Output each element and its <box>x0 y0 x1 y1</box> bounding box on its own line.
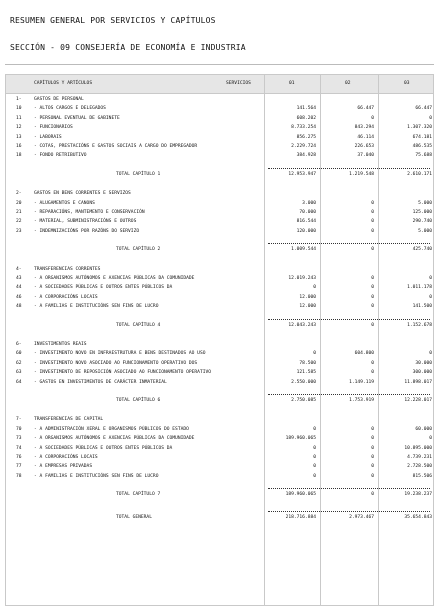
value-col-03: 12.228.017 <box>404 398 432 403</box>
value-col-01: 1.009.544 <box>291 247 316 253</box>
row-code: 60 <box>16 351 22 357</box>
total-separator <box>268 488 430 489</box>
row-label: - INVESTIMENTO NOVO EN INFRAESTRUTURA E BENS DESTINADOS AO USO <box>34 351 206 357</box>
row-code: 44 <box>16 285 22 291</box>
chapter-heading: INVESTIMENTOS REAIS <box>34 342 87 347</box>
value-col-02: 0 <box>371 219 374 225</box>
row-code: 63 <box>16 370 22 376</box>
row-label: - A ORGANISMOS AUTÓNOMOS E AXENCIAS PÚBLICAS DA COMUNIDADE <box>34 276 195 281</box>
value-col-03: 425.740 <box>412 247 432 253</box>
value-col-01: 189.960.065 <box>285 492 316 498</box>
row-label: - INVESTIMENTO NOVO ASOCIADO AO FUNCIONAMENTO OPERATIVO DOS <box>34 360 198 366</box>
value-col-03: 30.000 <box>415 360 432 366</box>
value-col-03: 19.238.237 <box>404 492 432 498</box>
value-col-02: 0 <box>371 304 374 310</box>
value-col-02: 843.294 <box>354 125 374 131</box>
value-col-03: 2.728.500 <box>407 464 432 470</box>
value-col-03: 11.898.017 <box>404 379 432 385</box>
header-services: SERVICIOS <box>226 81 251 86</box>
row-label: - A CORPORACIÓNS LOCAIS <box>34 455 98 460</box>
row-label: - MATERIAL, SUBMINISTRACIÓNS E OUTROS <box>34 219 137 225</box>
value-col-03: 2.610.171 <box>407 171 432 177</box>
value-col-03: 486.535 <box>412 144 432 149</box>
row-code: 4- <box>16 266 22 272</box>
row-label: - A ORGANISMOS AUTÓNOMOS E AXENCIAS PÚBLICAS DA COMUNIDADE <box>34 436 195 442</box>
row-code: 13 <box>16 134 22 140</box>
section-title: SECCIÓN - 09 CONSEJERÍA DE ECONOMÍA E INDUSTRIA <box>10 43 246 52</box>
row-code: 22 <box>16 219 22 225</box>
value-col-03: 815.506 <box>412 473 432 479</box>
row-code: 6- <box>16 342 22 347</box>
value-col-03: 300.000 <box>412 370 432 376</box>
value-col-03: 1.011.178 <box>407 285 432 291</box>
value-col-01: 12.953.947 <box>288 171 316 177</box>
row-label: - GASTOS EN INVESTIMENTOS DE CARÁCTER INMATERIAL <box>34 379 167 385</box>
value-col-02: 0 <box>371 426 374 432</box>
value-col-03: 4.739.231 <box>407 455 432 460</box>
header-col-01: 01 <box>289 81 295 86</box>
value-col-02: 1.753.919 <box>349 398 374 403</box>
chapter-heading: GASTOS DE PERSONAL <box>34 97 84 102</box>
row-code: 18 <box>16 153 22 159</box>
value-col-02: 0 <box>371 200 374 206</box>
value-col-01: 12.000 <box>299 304 316 310</box>
value-col-02: 1.149.119 <box>349 379 374 385</box>
value-col-03: 0 <box>429 276 432 281</box>
value-col-01: 0 <box>313 426 316 432</box>
value-col-03: 290.740 <box>412 219 432 225</box>
total-separator <box>268 394 430 395</box>
value-col-01: 0 <box>313 285 316 291</box>
value-col-02: 0 <box>371 370 374 376</box>
row-label: - INDEMNIZACIÓNS POR RAZÓNS DO SERVIZO <box>34 228 140 234</box>
value-col-01: 12.043.243 <box>288 322 316 328</box>
value-col-03: 0 <box>429 294 432 300</box>
value-col-03: 125.000 <box>412 210 432 215</box>
value-col-01: 121.585 <box>296 370 316 376</box>
row-code: 7- <box>16 417 22 423</box>
value-col-01: 816.544 <box>296 219 316 225</box>
row-code: 21 <box>16 210 22 215</box>
value-col-02: 0 <box>371 247 374 253</box>
row-code: 43 <box>16 276 22 281</box>
row-label: - A FAMILIAS E INSTITUCIÓNS SEN FINS DE LUCRO <box>34 304 159 310</box>
value-col-03: 0 <box>429 115 432 121</box>
value-col-03: 1.152.678 <box>407 322 432 328</box>
value-col-03: 66.447 <box>415 106 432 112</box>
row-code: 78 <box>16 473 22 479</box>
value-col-01: 0 <box>313 445 316 451</box>
value-col-02: 0 <box>371 360 374 366</box>
row-code: 73 <box>16 436 22 442</box>
value-col-02: 2.973.467 <box>349 514 374 520</box>
chapter-heading: GASTOS EN BENS CORRENTES E SERVIZOS <box>34 191 131 197</box>
row-code: 1- <box>16 97 22 102</box>
row-code: 11 <box>16 115 22 121</box>
value-col-03: 60.000 <box>415 426 432 432</box>
title-divider <box>5 64 434 65</box>
value-col-02: 604.800 <box>354 351 374 357</box>
row-code: 12 <box>16 125 22 131</box>
value-col-02: 46.114 <box>357 134 374 140</box>
row-code: 48 <box>16 304 22 310</box>
row-label: - A SOCIEDADES PÚBLICAS E OUTROS ENTES PÚBLICOS DA <box>34 445 173 451</box>
value-col-02: 0 <box>371 228 374 234</box>
row-label: - A ADMINISTRACIÓN XERAL E ORGANISMOS PÚBLICOS DO ESTADO <box>34 426 189 432</box>
total-label: TOTAL GENERAL <box>116 514 152 520</box>
header-col-03: 03 <box>404 81 410 86</box>
value-col-02: 0 <box>371 473 374 479</box>
total-label: TOTAL CAPÍTULO 1 <box>116 171 161 177</box>
value-col-02: 66.447 <box>357 106 374 112</box>
value-col-02: 0 <box>371 464 374 470</box>
row-code: 77 <box>16 464 22 470</box>
row-label: - COTAS, PRESTACIÓNS E GASTOS SOCIAIS A CARGO DO EMPREGADOR <box>34 144 198 149</box>
value-col-02: 0 <box>371 210 374 215</box>
value-col-03: 0 <box>429 351 432 357</box>
value-col-01: 0 <box>313 473 316 479</box>
row-label: - REPARACIÓNS, MANTEMENTO E CONSERVACIÓN <box>34 210 145 215</box>
value-col-01: 384.928 <box>296 153 316 159</box>
row-code: 2- <box>16 191 22 197</box>
header-concept: CAPÍTULOS Y ARTÍCULOS <box>34 81 93 86</box>
row-label: - FONDO RETRIBUTIVO <box>34 153 87 159</box>
total-label: TOTAL CAPÍTULO 2 <box>116 247 161 253</box>
row-code: 76 <box>16 455 22 460</box>
value-col-01: 0 <box>313 455 316 460</box>
value-col-01: 120.000 <box>296 228 316 234</box>
row-label: - INVESTIMENTO DE REPOSICIÓN ASOCIADO AO FUNCIONAMENTO OPERATIVO <box>34 370 212 376</box>
row-label: - A CORPORACIÓNS LOCAIS <box>34 294 98 300</box>
row-code: 74 <box>16 445 22 451</box>
value-col-01: 189.960.065 <box>285 436 316 442</box>
value-col-02: 0 <box>371 492 374 498</box>
value-col-02: 0 <box>371 115 374 121</box>
value-col-01: 608.202 <box>296 115 316 121</box>
row-label: - ALUGAMENTOS E CANONS <box>34 200 95 206</box>
row-code: 62 <box>16 360 22 366</box>
value-col-03: 0 <box>429 436 432 442</box>
value-col-01: 70.000 <box>299 210 316 215</box>
row-code: 20 <box>16 200 22 206</box>
value-col-01: 856.275 <box>296 134 316 140</box>
row-code: 10 <box>16 106 22 112</box>
value-col-01: 2.550.000 <box>291 379 316 385</box>
value-col-02: 0 <box>371 436 374 442</box>
value-col-01: 3.000 <box>302 200 316 206</box>
row-code: 16 <box>16 144 22 149</box>
total-label: TOTAL CAPÍTULO 6 <box>116 398 161 403</box>
value-col-03: 1.307.320 <box>407 125 432 131</box>
value-col-02: 1.219.548 <box>349 171 374 177</box>
value-col-03: 75.688 <box>415 153 432 159</box>
header-col-02: 02 <box>345 81 351 86</box>
row-label: - PERSONAL EVENTUAL DE GABINETE <box>34 115 120 121</box>
total-label: TOTAL CAPÍTULO 7 <box>116 492 161 498</box>
value-col-01: 2.750.085 <box>291 398 316 403</box>
row-code: 64 <box>16 379 22 385</box>
value-col-01: 141.564 <box>296 106 316 112</box>
value-col-01: 12.019.243 <box>288 276 316 281</box>
total-label: TOTAL CAPÍTULO 4 <box>116 322 161 328</box>
total-separator <box>268 319 430 320</box>
value-col-01: 78.500 <box>299 360 316 366</box>
value-col-03: 674.181 <box>412 134 432 140</box>
value-col-02: 0 <box>371 285 374 291</box>
table-header <box>6 75 433 94</box>
row-label: - A FAMILIAS E INSTITUCIÓNS SEN FINS DE LUCRO <box>34 473 159 479</box>
row-label: - A SOCIEDADES PÚBLICAS E OUTROS ENTES PÚBLICOS DA <box>34 285 173 291</box>
row-code: 70 <box>16 426 22 432</box>
value-col-01: 0 <box>313 464 316 470</box>
value-col-01: 12.000 <box>299 294 316 300</box>
report-title: RESUMEN GENERAL POR SERVICIOS Y CAPÍTULOS <box>10 16 216 25</box>
value-col-01: 218.716.884 <box>285 514 316 520</box>
value-col-02: 0 <box>371 322 374 328</box>
value-col-03: 35.654.843 <box>404 514 432 520</box>
value-col-01: 8.733.254 <box>291 125 316 131</box>
value-col-02: 0 <box>371 455 374 460</box>
chapter-heading: TRANSFERENCIAS CORRENTES <box>34 266 101 272</box>
value-col-02: 226.653 <box>354 144 374 149</box>
value-col-03: 141.500 <box>412 304 432 310</box>
row-label: - ALTOS CARGOS E DELEGADOS <box>34 106 106 112</box>
column-divider <box>320 75 321 605</box>
value-col-03: 5.000 <box>418 200 432 206</box>
row-label: - A EMPRESAS PRIVADAS <box>34 464 93 470</box>
value-col-02: 0 <box>371 445 374 451</box>
value-col-03: 5.000 <box>418 228 432 234</box>
value-col-02: 0 <box>371 276 374 281</box>
row-label: - FUNCIONARIOS <box>34 125 73 131</box>
row-code: 23 <box>16 228 22 234</box>
value-col-01: 2.229.724 <box>291 144 316 149</box>
total-separator <box>268 511 430 512</box>
value-col-03: 10.895.000 <box>404 445 432 451</box>
total-separator <box>268 168 430 169</box>
chapter-heading: TRANSFERENCIAS DE CAPITAL <box>34 417 104 423</box>
value-col-02: 0 <box>371 294 374 300</box>
value-col-01: 0 <box>313 351 316 357</box>
budget-table <box>5 74 434 606</box>
value-col-02: 37.040 <box>357 153 374 159</box>
row-label: - LABORAIS <box>34 134 62 140</box>
total-separator <box>268 243 430 244</box>
column-divider <box>264 75 265 605</box>
row-code: 46 <box>16 294 22 300</box>
column-divider <box>378 75 379 605</box>
